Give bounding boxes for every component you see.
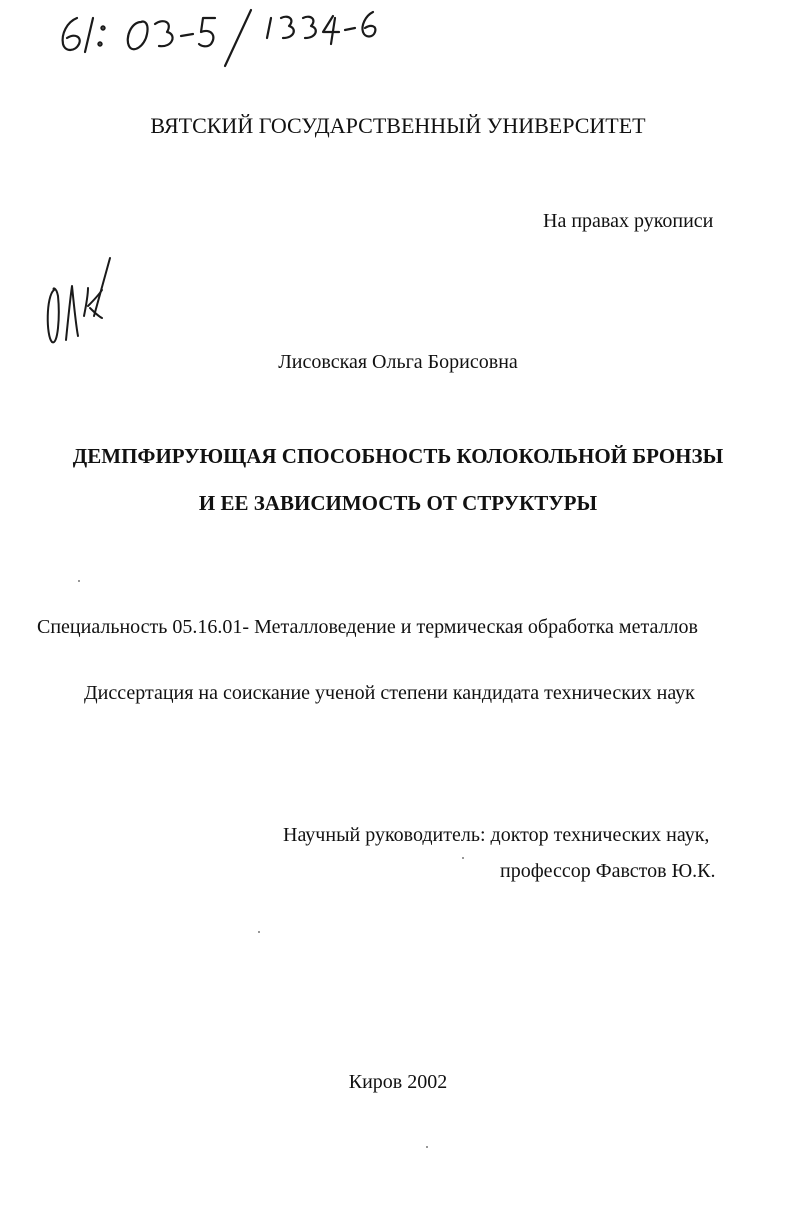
- dissertation-degree: Диссертация на соискание ученой степени кандидата технических наук: [84, 682, 695, 704]
- author-name: Лисовская Ольга Борисовна: [278, 351, 518, 373]
- place-and-year: Киров 2002: [348, 1071, 448, 1093]
- handwritten-archive-mark: [55, 4, 395, 74]
- manuscript-rights: На правах рукописи: [543, 210, 714, 232]
- specialty: Специальность 05.16.01- Металловедение и термическая обработка металлов: [37, 616, 698, 638]
- university-name: ВЯТСКИЙ ГОСУДАРСТВЕННЫЙ УНИВЕРСИТЕТ: [150, 113, 646, 138]
- title-line-2: И ЕЕ ЗАВИСИМОСТЬ ОТ СТРУКТУРЫ: [198, 491, 598, 515]
- scan-speck: [426, 1146, 428, 1148]
- scan-speck: [78, 580, 80, 582]
- scan-speck: [462, 857, 464, 859]
- handwritten-margin-note: [40, 256, 120, 348]
- supervisor-line-2: профессор Фавстов Ю.К.: [500, 860, 716, 882]
- supervisor-line-1: Научный руководитель: доктор технических наук,: [283, 824, 710, 846]
- scan-speck: [258, 931, 260, 933]
- title-line-1: ДЕМПФИРУЮЩАЯ СПОСОБНОСТЬ КОЛОКОЛЬНОЙ БРОНЗЫ: [72, 444, 724, 468]
